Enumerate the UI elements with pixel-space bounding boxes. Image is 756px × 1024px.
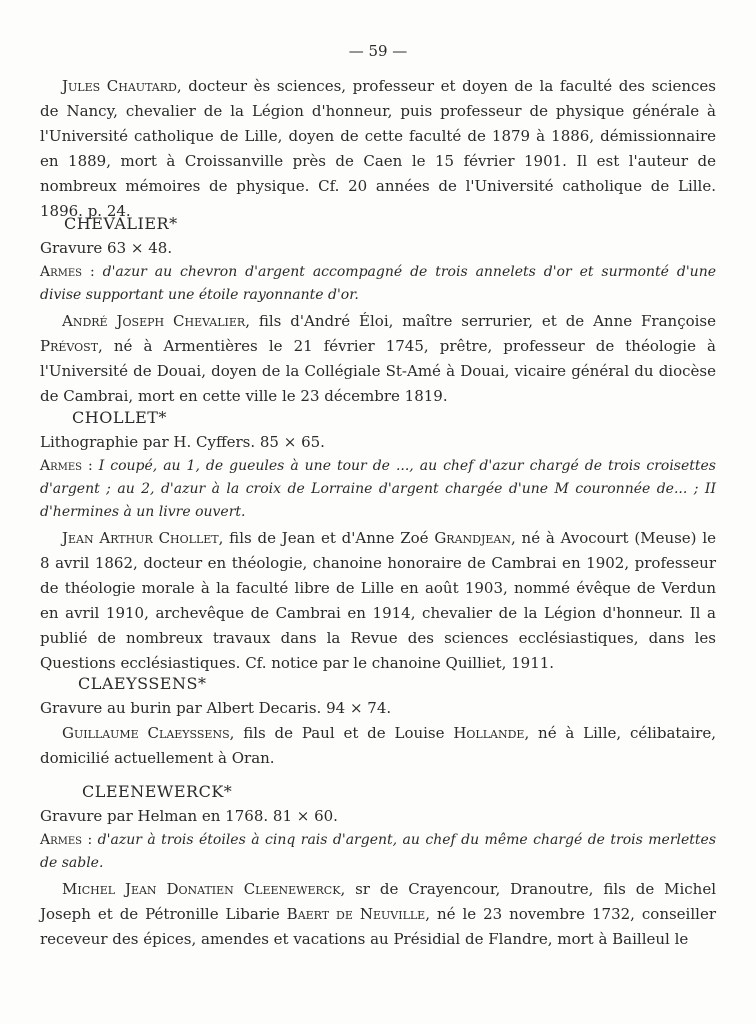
entry-title: CHOLLET* bbox=[72, 408, 167, 427]
intro-text: , docteur ès sciences, professeur et doyen de la faculté des sciences de Nancy, chevalier de la Légion d'honneur, puis professeur de physique générale à l'Université catholique de Lille, doyen de cette faculté de 1879 à 1886, démissionnaire en 1889, mort à Croissanville près de Caen le 15 février 1901. Il est l'auteur de nombreux mémoires de physique. Cf. 20 années de l'Université catholique de Lille. 1896. p. 24. bbox=[40, 77, 716, 220]
intro-paragraph bbox=[40, 74, 716, 224]
armes-text: d'azur à trois étoiles à cinq rais d'argent, au chef du même chargé de trois merlettes de sable. bbox=[40, 832, 717, 871]
bio-name2: Hollande bbox=[453, 724, 525, 742]
bio-name: Guillaume Claeyssens bbox=[62, 724, 230, 742]
bio-text-b: , né à Armentières le 21 février 1745, prêtre, professeur de théologie à l'Université de Douai, doyen de la Collégiale St-Amé à Douai, vicaire général du diocèse de Cambrai, mort en cette ville le 23 décembre 1819. bbox=[40, 337, 716, 405]
bio-text-a: , fils de Paul et de Louise bbox=[229, 724, 454, 742]
entry-title: CLAEYSSENS* bbox=[78, 674, 207, 693]
intro-name: Jules Chautard bbox=[62, 77, 177, 95]
bio-text-a: , fils de Jean et d'Anne Zoé bbox=[218, 529, 435, 547]
bio-name2: Baert de Neuville bbox=[286, 905, 426, 923]
engraving-line: Gravure au burin par Albert Decaris. 94 × 74. bbox=[40, 699, 392, 717]
bio-name: André Joseph Chevalier bbox=[62, 312, 246, 330]
armes-text: I coupé, au 1, de gueules à une tour de ..., au chef d'azur chargé de trois croisettes d'argent ; au 2, d'azur à la croix de Lorraine d'argent chargée d'une M couronnée de... ; II d'hermines à un livre ouvert. bbox=[40, 458, 716, 520]
bio-name: Jean Arthur Chollet bbox=[62, 529, 219, 547]
entry-claeyssens bbox=[40, 672, 716, 771]
bio-text-b: , né le 23 novembre 1732, conseiller receveur des épices, amendes et vacations au Présidial de Flandre, mort à Bailleul le bbox=[40, 905, 716, 948]
bio-name2: Grandjean bbox=[434, 529, 511, 547]
entry-title: CLEENEWERCK* bbox=[82, 782, 233, 801]
entry-title: CHEVALIER* bbox=[64, 214, 178, 233]
page-number: — 59 — bbox=[348, 42, 408, 60]
engraving-line: Lithographie par H. Cyffers. 85 × 65. bbox=[40, 433, 325, 451]
armes-label: Armes : bbox=[40, 458, 93, 474]
armes-label: Armes : bbox=[40, 832, 93, 848]
bio-name: Michel Jean Donatien Cleenewerck bbox=[62, 880, 341, 898]
bio-text-b: , né à Lille, célibataire, domicilié actuellement à Oran. bbox=[40, 724, 716, 767]
armes-label: Armes : bbox=[40, 264, 95, 280]
bio-text-a: , sr de Crayencour, Dranoutre, fils de Michel Joseph et de Pétronille Libarie bbox=[40, 880, 716, 923]
bio-name2: Prévost bbox=[40, 337, 99, 355]
entry-chevalier bbox=[40, 212, 716, 409]
entry-chollet bbox=[40, 406, 716, 676]
bio-text-a: , fils d'André Éloi, maître serrurier, et de Anne Françoise bbox=[245, 312, 716, 330]
entry-cleenewerck bbox=[40, 780, 716, 952]
bio-text-b: , né à Avocourt (Meuse) le 8 avril 1862, docteur en théologie, chanoine honoraire de Cambrai en 1902, professeur de théologie morale à la faculté libre de Lille en août 1903, nommé évêque de Verdun en avril 1910, archevêque de Cambrai en 1914, chevalier de la Légion d'honneur. Il a publié de nombreux travaux dans la Revue des sciences ecclésiastiques, dans les Questions ecclésiastiques. Cf. notice par le chanoine Quilliet, 1911. bbox=[40, 529, 716, 672]
engraving-line: Gravure 63 × 48. bbox=[40, 239, 173, 257]
engraving-line: Gravure par Helman en 1768. 81 × 60. bbox=[40, 807, 338, 825]
armes-text: d'azur au chevron d'argent accompagné de trois annelets d'or et surmonté d'une divise supportant une étoile rayonnante d'or. bbox=[40, 264, 717, 303]
